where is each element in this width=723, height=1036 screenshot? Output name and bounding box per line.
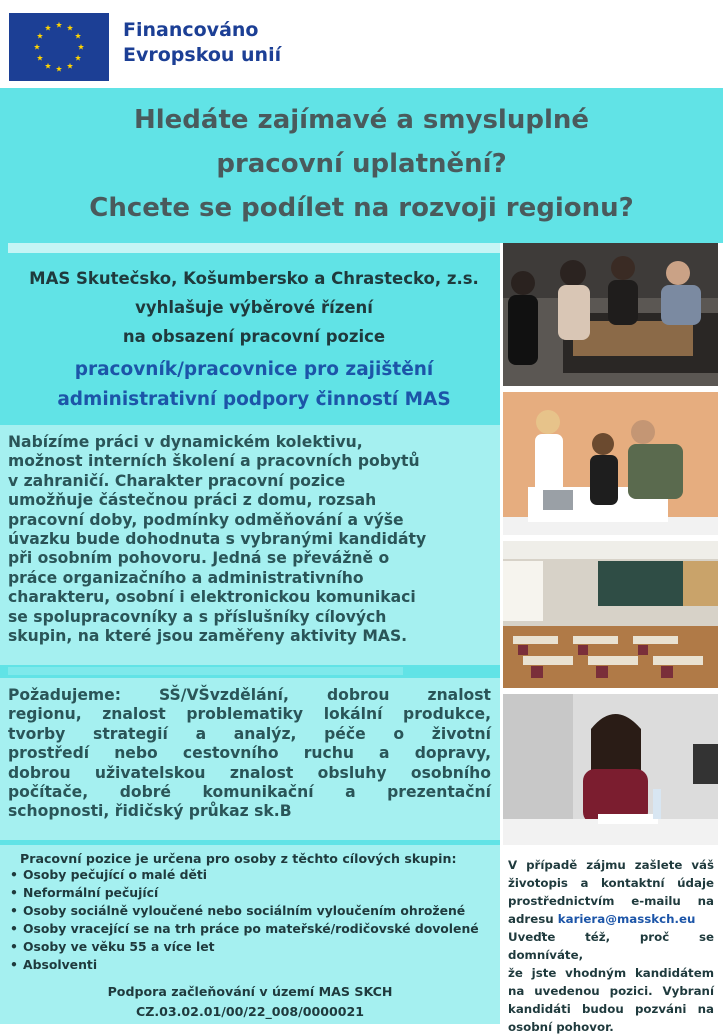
section-divider [8,667,403,675]
project-number: CZ.03.02.01/00/22_008/0000021 [135,1004,365,1019]
position-title [8,355,500,415]
requirements-line: Požadujeme: SŠ/VŠvzdělání, dobrou znalost [8,686,491,704]
offer-line: práce organizačního a administrativního [8,568,364,587]
organization-announcement [8,264,500,351]
project-name: Podpora začleňování v území MAS SKCH [107,984,393,999]
target-group-item: • Neformální pečující [8,884,479,902]
offer-line: Nabízíme práci v dynamickém kolektivu, [8,433,363,451]
contact-line-last: osobní pohovor. [508,1020,614,1034]
position-title-line2: administrativní podpory činností MAS [57,389,451,410]
headline [20,98,703,230]
contact-email-line [508,910,714,928]
headline-line3: Chcete se podílet na rozvoji regionu? [89,193,634,223]
requirements-line: dobrou uživatelskou znalost obsluhy osobního [8,763,491,782]
contact-line: kandidáti budou pozváni na [508,1002,714,1016]
offer-line: úvazku bude dohodnuta s vybranými kandidáty [8,530,427,549]
target-groups-title: Pracovní pozice je určena pro osoby z těchto cílových skupin: [20,851,457,866]
headline-line2: pracovní uplatnění? [216,149,507,179]
photo-woman-writing [503,694,718,845]
target-group-item: • Osoby sociálně vyloučené nebo sociálním vyloučením ohrožené [8,902,479,920]
target-group-item: • Osoby ve věku 55 a více let [8,938,479,956]
target-groups-list [8,866,479,974]
requirements-paragraph [8,686,491,822]
contact-info [508,856,714,1036]
contact-line: prostřednictvím e-mailu na [508,894,714,908]
email-prefix: adresu [508,912,554,926]
announcement-line: vyhlašuje výběrové řízení [135,298,373,317]
target-group-item: • Osoby vracející se na trh práce po mateřské/rodičovské dovolené [8,920,479,938]
offer-line: skupin, na které jsou zaměřeny aktivity MAS. [8,627,408,646]
offer-line: charakteru, osobní i elektronickou komunikaci [8,588,416,607]
contact-line: Uveďte též, proč se domníváte, [508,930,714,962]
offer-paragraph [8,433,491,646]
project-footer [0,982,500,1022]
announcement-line-2: na obsazení pracovní pozice [122,327,386,346]
target-group-item: • Absolventi [8,956,479,974]
requirements-line: schopnosti, řidičský průkaz sk.B [8,802,292,821]
intro-top-bar [8,243,500,253]
contact-line: na uvedenou pozici. Vybraní [508,984,714,998]
requirements-line: prostředí nebo cestovního ruchu a dopravy, [8,744,491,763]
offer-line: při osobním pohovoru. Jedná se převážně o [8,549,390,568]
contact-email-link[interactable]: kariera@masskch.eu [557,912,696,926]
position-title-line1: pracovník/pracovnice pro zajištění [74,359,434,380]
headline-line1: Hledáte zajímavé a smysluplné [133,105,590,135]
offer-line: se spolupracovníky a s příslušníky cílových [8,607,387,626]
requirements-line: regionu, znalost problematiky lokální produkce, [8,705,491,724]
offer-line: umožňuje částečnou práci z domu, rozsah [8,491,377,510]
photo-students-meeting [503,243,718,386]
requirements-line: tvorby strategií a analýz, péče o životní [8,724,491,743]
offer-line: možnost interních školení a pracovních pobytů [8,452,420,471]
contact-line: životopis a kontaktní údaje [508,876,714,890]
eu-funding-line2: Evropskou unií [123,44,282,66]
offer-line: pracovní doby, podmínky odměňování a výše [8,510,404,529]
target-group-item: • Osoby pečující o malé děti [8,866,479,884]
photo-empty-classroom [503,541,718,688]
eu-flag-logo [9,13,109,81]
contact-line: že jste vhodným kandidátem [508,966,714,980]
eu-funding-text [123,18,281,68]
eu-funding-line1: Financováno [123,19,259,41]
organization-name: MAS Skutečsko, Košumbersko a Chrastecko, z.s. [29,269,479,288]
offer-line: v zahraničí. Charakter pracovní pozice [8,471,346,490]
contact-line: V případě zájmu zašlete váš [508,858,714,872]
photo-team-laptop [503,392,718,535]
eu-stars-icon [9,13,109,81]
requirements-line: počítače, dobré komunikační a prezentační [8,783,491,802]
